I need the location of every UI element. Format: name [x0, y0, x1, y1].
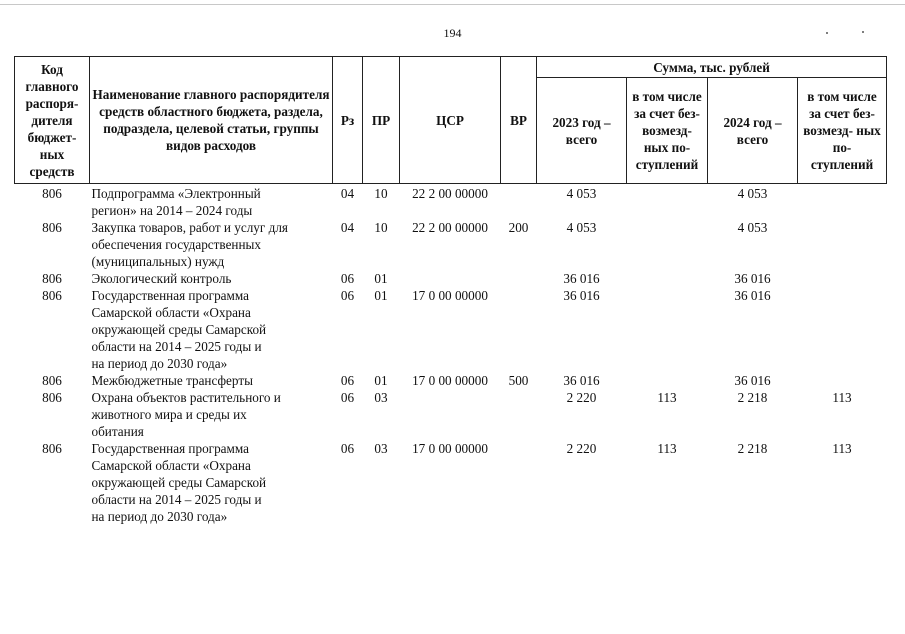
cell-2023-total: 36 016: [563, 288, 600, 303]
cell-2023-total: 2 220: [566, 441, 597, 456]
table-header: [15, 57, 887, 184]
cell-rz: 06: [340, 441, 355, 456]
scan-speck: [826, 32, 828, 34]
cell-csr: 17 0 00 00000: [412, 288, 488, 303]
cell-pr: 01: [374, 373, 388, 388]
cell-csr: [400, 270, 501, 287]
cell-2023-free: 113: [657, 441, 677, 456]
cell-2024-free: 113: [832, 441, 852, 456]
cell-rz: 06: [340, 390, 355, 405]
scan-edge-line: [0, 4, 905, 5]
header-name: Наименование главного распорядителя средств областного бюджета, раздела, подраздела, целевой статьи, группы видов расходов: [90, 57, 333, 184]
cell-name: Экологический контроль: [91, 271, 232, 286]
cell-code: 806: [42, 441, 62, 456]
table-row: [15, 287, 887, 372]
cell-2023-free: [627, 287, 708, 372]
cell-pr: 01: [374, 271, 388, 286]
cell-2023-total: 4 053: [566, 220, 597, 235]
cell-pr: 03: [374, 390, 388, 405]
cell-code: 806: [42, 373, 62, 388]
cell-2024-total: 36 016: [734, 288, 771, 303]
budget-table: [14, 56, 887, 525]
cell-2024-total: 4 053: [737, 186, 768, 201]
header-2023-total: 2023 год – всего: [537, 78, 627, 184]
cell-2024-free: 113: [832, 390, 852, 405]
cell-rz: 04: [340, 220, 355, 235]
cell-vr: [501, 184, 537, 220]
cell-rz: 06: [340, 373, 355, 388]
cell-pr: 03: [374, 441, 388, 456]
cell-csr: 22 2 00 00000: [412, 220, 488, 235]
cell-2024-free: [798, 287, 887, 372]
cell-2023-total: 4 053: [566, 186, 597, 201]
cell-rz: 04: [340, 186, 355, 201]
cell-2023-free: [627, 270, 708, 287]
header-2023-free: в том числе за счет без- возмезд- ных по- ступлений: [627, 78, 708, 184]
cell-2023-total: 2 220: [566, 390, 597, 405]
header-2024-free: в том числе за счет без- возмезд- ных по- ступлений: [798, 78, 887, 184]
header-rz: Рз: [333, 57, 363, 184]
cell-2024-free: [798, 219, 887, 270]
cell-code: 806: [42, 288, 62, 303]
cell-code: 806: [42, 220, 62, 235]
header-vr: ВР: [501, 57, 537, 184]
cell-code: 806: [42, 271, 62, 286]
scan-speck: [862, 31, 864, 33]
cell-vr: 500: [508, 373, 529, 388]
table-row: [15, 184, 887, 220]
cell-name: Подпрограмма «Электронный регион» на 2014 – 2024 годы: [91, 186, 261, 218]
table-row: [15, 389, 887, 440]
cell-2023-free: 113: [657, 390, 677, 405]
cell-csr: 17 0 00 00000: [412, 373, 488, 388]
table-row: [15, 270, 887, 287]
cell-csr: 22 2 00 00000: [412, 186, 488, 201]
cell-2023-free: [627, 372, 708, 389]
cell-2024-free: [798, 372, 887, 389]
cell-name: Государственная программа Самарской области «Охрана окружающей среды Самарской области на 2014 – 2025 годы и на период до 2030 года»: [91, 288, 267, 371]
cell-2024-total: 4 053: [737, 220, 768, 235]
cell-2023-free: [627, 219, 708, 270]
cell-vr: [501, 389, 537, 440]
cell-csr: [400, 389, 501, 440]
header-code: Код главного распоря- дителя бюджет- ных средств: [15, 57, 90, 184]
table-row: [15, 219, 887, 270]
header-2024-total: 2024 год – всего: [708, 78, 798, 184]
cell-2023-free: [627, 184, 708, 220]
header-pr: ПР: [363, 57, 400, 184]
cell-2024-total: 2 218: [737, 441, 768, 456]
cell-2023-total: 36 016: [563, 373, 600, 388]
cell-name: Государственная программа Самарской области «Охрана окружающей среды Самарской области на 2014 – 2025 годы и на период до 2030 года»: [91, 441, 267, 524]
cell-code: 806: [42, 390, 62, 405]
cell-2023-total: 36 016: [563, 271, 600, 286]
table-row: [15, 440, 887, 525]
cell-pr: 10: [374, 220, 388, 235]
cell-code: 806: [42, 186, 62, 201]
cell-name: Закупка товаров, работ и услуг для обеспечения государственных (муниципальных) нужд: [91, 220, 288, 269]
cell-pr: 01: [374, 288, 388, 303]
page-number: 194: [443, 26, 462, 40]
cell-2024-total: 2 218: [737, 390, 768, 405]
cell-2024-total: 36 016: [734, 271, 771, 286]
cell-vr: 200: [508, 220, 529, 235]
table-body: [15, 184, 887, 526]
table-row: [15, 372, 887, 389]
cell-csr: 17 0 00 00000: [412, 441, 488, 456]
cell-name: Межбюджетные трансферты: [91, 373, 253, 388]
cell-2024-free: [798, 184, 887, 220]
cell-rz: 06: [340, 271, 355, 286]
cell-pr: 10: [374, 186, 388, 201]
header-sum-group: Сумма, тыс. рублей: [537, 57, 887, 78]
cell-2024-free: [798, 270, 887, 287]
cell-rz: 06: [340, 288, 355, 303]
cell-vr: [501, 440, 537, 525]
cell-name: Охрана объектов растительного и животного мира и среды их обитания: [91, 390, 281, 439]
header-csr: ЦСР: [400, 57, 501, 184]
cell-vr: [501, 287, 537, 372]
cell-vr: [501, 270, 537, 287]
cell-2024-total: 36 016: [734, 373, 771, 388]
